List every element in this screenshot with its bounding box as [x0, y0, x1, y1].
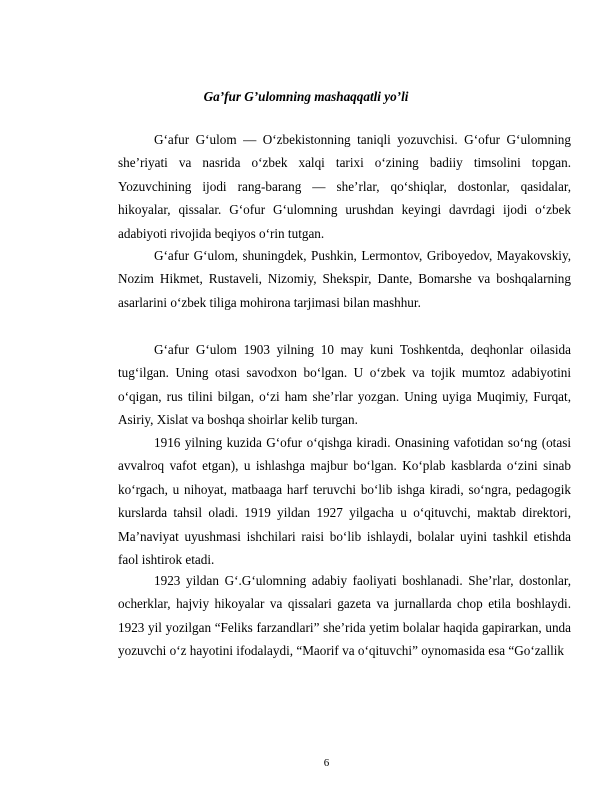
paragraph-2: G‘afur G‘ulom, shuningdek, Pushkin, Lermontov, Griboyedov, Mayakovskiy, Nozim Hikmet, Rustaveli, Nizomiy, Shekspir, Dante, Bomarshe va boshqalarning asarlarini o‘zbek tiliga mohirona tarjimasi bilan mashhur. — [118, 248, 571, 310]
document-title: Ga’fur G’ulomning mashaqqatli yo’li — [203, 89, 409, 104]
paragraph-1: G‘afur G‘ulom — O‘zbekistonning taniqli yozuvchisi. G‘ofur G‘ulomning she’riyati va nasrida o‘zbek xalqi tarixi o‘zining badiiy timsolini topgan. Yozuvchining ijodi rang-barang — she’rlar, qo‘shiqlar, dostonlar, qasidalar, hikoyalar, qissalar. G‘ofur G‘ulomning urushdan keyingi davrdagi ijodi o‘zbek adabiyoti rivojida beqiyos o‘rin tutgan. — [118, 132, 571, 241]
paragraph-4: 1916 yilning kuzida G‘ofur o‘qishga kiradi. Onasining vafotidan so‘ng (otasi avvalroq vafot etgan), u ishlashga majbur bo‘lgan. Ko‘plab kasblarda o‘zini sinab ko‘rgach, u nihoyat, matbaaga harf teruvchi bo‘lib ishga kiradi, so‘ngra, pedagogik kurslarda tahsil oladi. 1919 yildan 1927 yilgacha u o‘qituvchi, maktab direktori, Ma’naviyat uyushmasi ishchilari raisi bo‘lib ishlaydi, bolalar uyini tashkil etishda faol ishtirok etadi. — [118, 435, 571, 568]
paragraph-5: 1923 yildan G‘.G‘ulomning adabiy faoliyati boshlanadi. She’rlar, dostonlar, ocherklar, hajviy hikoyalar va qissalari gazeta va jurnallarda chop etila boshlaydi. 1923 yil yozilgan “Feliks farzandlari” she’rida yetim bolalar haqida gapirarkan, unda yozuvchi o‘z hayotini ifodalaydi, “Maorif va o‘qituvchi” oynomasida esa “Go‘zallik — [118, 573, 571, 659]
paragraph-3: G‘afur G‘ulom 1903 yilning 10 may kuni Toshkentda, deqhonlar oilasida tug‘ilgan. Uning otasi savodxon bo‘lgan. U o‘zbek va tojik mumtoz adabiyotini o‘qigan, rus tilini bilgan, o‘zi ham she’rlar yozgan. Uning uyiga Muqimiy, Furqat, Asiriy, Xislat va boshqa shoirlar kelib turgan. — [118, 342, 571, 428]
page-number: 6 — [323, 757, 330, 769]
